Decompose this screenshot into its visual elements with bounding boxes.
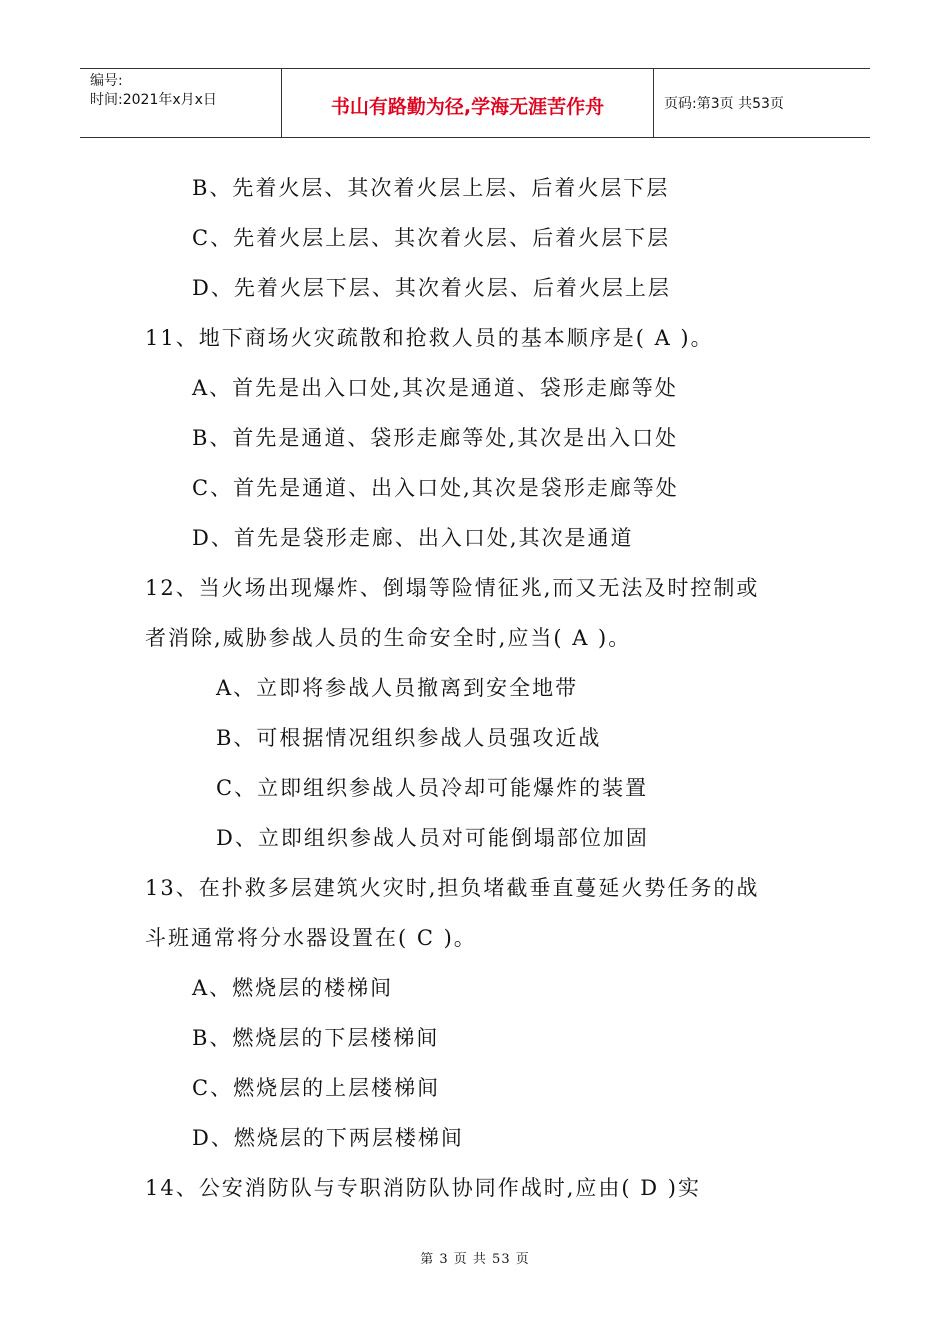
- question-line: 斗班通常将分水器设置在( C )。: [145, 926, 477, 950]
- document-date: 时间:2021年x月x日: [90, 92, 217, 108]
- option-line: D、先着火层下层、其次着火层、后着火层上层: [192, 276, 671, 300]
- option-line: C、先着火层上层、其次着火层、后着火层下层: [192, 226, 671, 250]
- page-header: [80, 68, 870, 138]
- option-line: B、燃烧层的下层楼梯间: [192, 1026, 440, 1050]
- option-line: B、先着火层、其次着火层上层、后着火层下层: [192, 176, 670, 200]
- option-line: D、立即组织参战人员对可能倒塌部位加固: [216, 826, 649, 850]
- option-line: C、首先是通道、出入口处,其次是袋形走廊等处: [192, 476, 679, 500]
- header-page-info: 页码:第3页 共53页: [664, 96, 784, 112]
- option-line: D、燃烧层的下两层楼梯间: [192, 1126, 464, 1150]
- question-line: 11、地下商场火灾疏散和抢救人员的基本顺序是( A )。: [145, 326, 714, 350]
- option-line: C、燃烧层的上层楼梯间: [192, 1076, 441, 1100]
- option-line: C、立即组织参战人员冷却可能爆炸的装置: [216, 776, 649, 800]
- option-line: A、首先是出入口处,其次是通道、袋形走廊等处: [192, 376, 678, 400]
- question-line: 14、公安消防队与专职消防队协同作战时,应由( D )实: [145, 1176, 701, 1200]
- question-line: 者消除,威胁参战人员的生命安全时,应当( A )。: [145, 626, 632, 650]
- option-line: B、可根据情况组织参战人员强攻近战: [216, 726, 602, 750]
- question-line: 12、当火场出现爆炸、倒塌等险情征兆,而又无法及时控制或: [145, 576, 760, 600]
- option-line: B、首先是通道、袋形走廊等处,其次是出入口处: [192, 426, 679, 450]
- header-motto: 书山有路勤为径,学海无涯苦作舟: [282, 69, 654, 137]
- header-meta: [80, 69, 282, 137]
- question-line: 13、在扑救多层建筑火灾时,担负堵截垂直蔓延火势任务的战: [145, 876, 760, 900]
- document-number: 编号:: [90, 73, 123, 89]
- page-footer: 第 3 页 共 53 页: [420, 1252, 530, 1267]
- option-line: A、燃烧层的楼梯间: [192, 976, 394, 1000]
- option-line: A、立即将参战人员撤离到安全地带: [216, 676, 579, 700]
- option-line: D、首先是袋形走廊、出入口处,其次是通道: [192, 526, 634, 550]
